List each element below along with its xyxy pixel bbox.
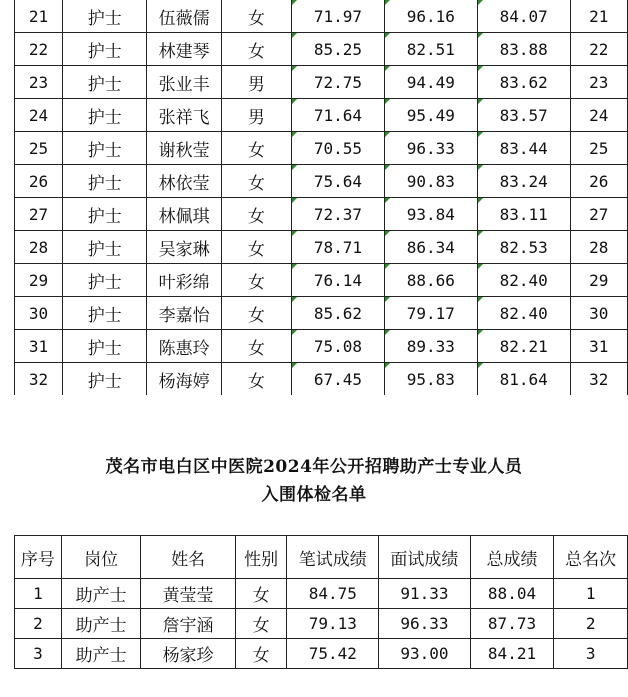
gender-cell: 女 xyxy=(221,132,291,165)
gender-cell: 女 xyxy=(235,639,287,669)
written-score-cell: 67.45 xyxy=(292,363,385,396)
overall-rank-cell: 30 xyxy=(570,297,627,330)
table-row xyxy=(15,639,628,669)
table-row xyxy=(15,66,628,99)
total-score-cell: 82.40 xyxy=(477,264,570,297)
interview-score-cell: 82.51 xyxy=(384,33,477,66)
interview-score-cell: 89.33 xyxy=(384,330,477,363)
rank-cell: 28 xyxy=(15,231,63,264)
table-header-row xyxy=(15,536,628,579)
written-score-cell: 76.14 xyxy=(292,264,385,297)
overall-rank-cell: 28 xyxy=(570,231,627,264)
gender-cell: 女 xyxy=(221,33,291,66)
total-score-cell: 82.21 xyxy=(477,330,570,363)
written-score-cell: 72.75 xyxy=(292,66,385,99)
rank-cell: 32 xyxy=(15,363,63,396)
total-score-cell: 88.04 xyxy=(470,579,554,609)
position-cell: 护士 xyxy=(63,165,147,198)
written-score-cell: 72.37 xyxy=(292,198,385,231)
table-row xyxy=(15,363,628,396)
written-score-cell: 75.08 xyxy=(292,330,385,363)
column-header: 序号 xyxy=(15,536,62,579)
position-cell: 护士 xyxy=(63,33,147,66)
column-header: 姓名 xyxy=(141,536,235,579)
table-row xyxy=(15,165,628,198)
total-score-cell: 81.64 xyxy=(477,363,570,396)
interview-score-cell: 95.49 xyxy=(384,99,477,132)
written-score-cell: 85.25 xyxy=(292,33,385,66)
position-cell: 护士 xyxy=(63,132,147,165)
gender-cell: 女 xyxy=(235,579,287,609)
name-cell: 吴家琳 xyxy=(147,231,221,264)
interview-score-cell: 96.16 xyxy=(384,0,477,33)
column-header: 性别 xyxy=(235,536,287,579)
total-score-cell: 84.21 xyxy=(470,639,554,669)
interview-score-cell: 96.33 xyxy=(384,132,477,165)
total-score-cell: 83.57 xyxy=(477,99,570,132)
total-score-cell: 84.07 xyxy=(477,0,570,33)
written-score-cell: 78.71 xyxy=(292,231,385,264)
name-cell: 谢秋莹 xyxy=(147,132,221,165)
overall-rank-cell: 1 xyxy=(554,579,628,609)
table-row xyxy=(15,264,628,297)
total-score-cell: 82.40 xyxy=(477,297,570,330)
gender-cell: 女 xyxy=(221,330,291,363)
gender-cell: 女 xyxy=(221,297,291,330)
rank-cell: 29 xyxy=(15,264,63,297)
total-score-cell: 83.88 xyxy=(477,33,570,66)
overall-rank-cell: 24 xyxy=(570,99,627,132)
overall-rank-cell: 25 xyxy=(570,132,627,165)
written-score-cell: 71.64 xyxy=(292,99,385,132)
name-cell: 张祥飞 xyxy=(147,99,221,132)
name-cell: 张业丰 xyxy=(147,66,221,99)
rank-cell: 1 xyxy=(15,579,62,609)
rank-cell: 23 xyxy=(15,66,63,99)
written-score-cell: 70.55 xyxy=(292,132,385,165)
gender-cell: 女 xyxy=(221,0,291,33)
interview-score-cell: 93.84 xyxy=(384,198,477,231)
gender-cell: 男 xyxy=(221,99,291,132)
interview-score-cell: 96.33 xyxy=(379,609,471,639)
written-score-cell: 75.64 xyxy=(292,165,385,198)
total-score-cell: 83.24 xyxy=(477,165,570,198)
total-score-cell: 87.73 xyxy=(470,609,554,639)
table-row xyxy=(15,231,628,264)
position-cell: 护士 xyxy=(63,66,147,99)
total-score-cell: 83.62 xyxy=(477,66,570,99)
written-score-cell: 75.42 xyxy=(287,639,379,669)
name-cell: 李嘉怡 xyxy=(147,297,221,330)
position-cell: 护士 xyxy=(63,99,147,132)
rank-cell: 31 xyxy=(15,330,63,363)
name-cell: 陈惠玲 xyxy=(147,330,221,363)
page-subtitle: 入围体检名单 xyxy=(261,485,367,505)
overall-rank-cell: 22 xyxy=(570,33,627,66)
interview-score-cell: 94.49 xyxy=(384,66,477,99)
written-score-cell: 71.97 xyxy=(292,0,385,33)
midwife-results-table xyxy=(14,535,628,669)
gender-cell: 女 xyxy=(221,165,291,198)
rank-cell: 27 xyxy=(15,198,63,231)
table-row xyxy=(15,0,628,33)
name-cell: 林依莹 xyxy=(147,165,221,198)
total-score-cell: 83.44 xyxy=(477,132,570,165)
gender-cell: 女 xyxy=(235,609,287,639)
interview-score-cell: 90.83 xyxy=(384,165,477,198)
overall-rank-cell: 27 xyxy=(570,198,627,231)
name-cell: 伍薇儒 xyxy=(147,0,221,33)
written-score-cell: 79.13 xyxy=(287,609,379,639)
table-row xyxy=(15,198,628,231)
name-cell: 林建琴 xyxy=(147,33,221,66)
position-cell: 护士 xyxy=(63,297,147,330)
interview-score-cell: 79.17 xyxy=(384,297,477,330)
name-cell: 詹宇涵 xyxy=(141,609,235,639)
name-cell: 黄莹莹 xyxy=(141,579,235,609)
overall-rank-cell: 3 xyxy=(554,639,628,669)
column-header: 总名次 xyxy=(554,536,628,579)
overall-rank-cell: 21 xyxy=(570,0,627,33)
rank-cell: 30 xyxy=(15,297,63,330)
column-header: 总成绩 xyxy=(470,536,554,579)
position-cell: 助产士 xyxy=(61,639,141,669)
position-cell: 护士 xyxy=(63,231,147,264)
overall-rank-cell: 2 xyxy=(554,609,628,639)
position-cell: 护士 xyxy=(63,264,147,297)
position-cell: 护士 xyxy=(63,330,147,363)
table-row xyxy=(15,579,628,609)
interview-score-cell: 93.00 xyxy=(379,639,471,669)
table-row xyxy=(15,330,628,363)
table-row xyxy=(15,99,628,132)
name-cell: 林佩琪 xyxy=(147,198,221,231)
rank-cell: 26 xyxy=(15,165,63,198)
table-row xyxy=(15,609,628,639)
rank-cell: 24 xyxy=(15,99,63,132)
gender-cell: 女 xyxy=(221,363,291,396)
position-cell: 助产士 xyxy=(61,609,141,639)
table-row xyxy=(15,33,628,66)
written-score-cell: 84.75 xyxy=(287,579,379,609)
position-cell: 护士 xyxy=(63,363,147,396)
table-row xyxy=(15,297,628,330)
overall-rank-cell: 23 xyxy=(570,66,627,99)
rank-cell: 25 xyxy=(15,132,63,165)
column-header: 岗位 xyxy=(61,536,141,579)
overall-rank-cell: 31 xyxy=(570,330,627,363)
gender-cell: 男 xyxy=(221,66,291,99)
interview-score-cell: 91.33 xyxy=(379,579,471,609)
overall-rank-cell: 32 xyxy=(570,363,627,396)
name-cell: 杨家珍 xyxy=(141,639,235,669)
interview-score-cell: 95.83 xyxy=(384,363,477,396)
interview-score-cell: 86.34 xyxy=(384,231,477,264)
overall-rank-cell: 26 xyxy=(570,165,627,198)
rank-cell: 3 xyxy=(15,639,62,669)
gender-cell: 女 xyxy=(221,264,291,297)
rank-cell: 21 xyxy=(15,0,63,33)
position-cell: 助产士 xyxy=(61,579,141,609)
interview-score-cell: 88.66 xyxy=(384,264,477,297)
gender-cell: 女 xyxy=(221,198,291,231)
rank-cell: 2 xyxy=(15,609,62,639)
column-header: 面试成绩 xyxy=(379,536,471,579)
written-score-cell: 85.62 xyxy=(292,297,385,330)
position-cell: 护士 xyxy=(63,198,147,231)
name-cell: 杨海婷 xyxy=(147,363,221,396)
rank-cell: 22 xyxy=(15,33,63,66)
name-cell: 叶彩绵 xyxy=(147,264,221,297)
table-row xyxy=(15,132,628,165)
position-cell: 护士 xyxy=(63,0,147,33)
overall-rank-cell: 29 xyxy=(570,264,627,297)
page-title: 茂名市电白区中医院2024年公开招聘助产士专业人员 xyxy=(105,457,523,477)
total-score-cell: 83.11 xyxy=(477,198,570,231)
column-header: 笔试成绩 xyxy=(287,536,379,579)
gender-cell: 女 xyxy=(221,231,291,264)
total-score-cell: 82.53 xyxy=(477,231,570,264)
nurse-results-table xyxy=(14,0,628,395)
